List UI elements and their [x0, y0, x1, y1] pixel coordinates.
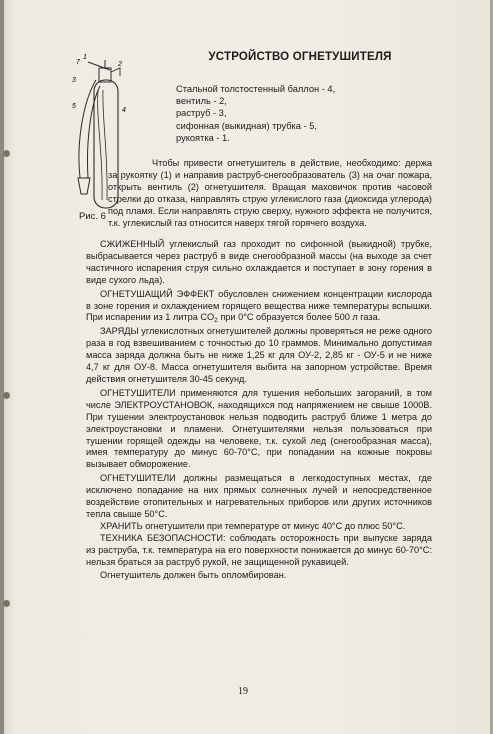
- figure-label-1: 1: [83, 54, 87, 61]
- page-title: УСТРОЙСТВО ОГНЕТУШИТЕЛЯ: [208, 51, 392, 63]
- snow-horn: [78, 178, 90, 194]
- binding-hole: [3, 150, 10, 157]
- figure-label-3: 3: [72, 77, 76, 84]
- figure-caption: Рис. 6: [79, 211, 106, 222]
- siphon-tube-inner: [103, 90, 107, 200]
- page-number: 19: [238, 686, 248, 697]
- figure-label-4: 4: [122, 107, 126, 114]
- parts-item: сифонная (выкидная) трубка - 5,: [176, 120, 317, 131]
- paragraph-liquefied-gas: СЖИЖЕННЫЙ углекислый газ проходит по сифонной (выкидной) трубке, выбрасывается через раструб в виде снегообразной массы (на выходе за счет частичного испарения струя сильно охлаждается и поступает в зону горения в виде сухого льда).: [86, 239, 432, 285]
- paragraph-text: при 0°С образуется более 500 л газа.: [217, 312, 381, 323]
- instruction-paragraph: Чтобы привести огнетушитель в действие, необходимо: держа за рукоятку (1) и направив раструб-снегообразователь (3) на очаг пожара, открыть вентиль (2) огнетушителя. Вращая маховичок против часовой стрелки до отказа, направлять струю углекислого газа (диоксида углерода) под пламя. Если направлять струю сверху, нужного эффекта не получится, т.к. углекислый газ относится наверх тягой горячего воздуха.: [108, 158, 432, 228]
- figure-label-5: 5: [72, 103, 76, 110]
- parts-item: раструб - 3,: [176, 108, 227, 119]
- figure-label-7: 7: [76, 59, 80, 66]
- parts-item: Стальной толстостенный баллон - 4,: [176, 84, 336, 94]
- figure-label-2: 2: [118, 61, 122, 68]
- parts-item: вентиль - 2,: [176, 96, 227, 107]
- paragraph-text: ОГНЕТУШАЩИЙ ЭФФЕКТ обусловлен снижением концентрации кислорода в зоне горения и охлаждением горящего вещества ниже температуры вспышки. При испарении из 1 литра CO: [86, 288, 432, 323]
- binding-hole: [3, 392, 10, 399]
- page-binding-edge: [0, 0, 4, 734]
- paragraph-storage: ХРАНИТЬ огнетушители при температуре от минус 40°С до плюс 50°С.: [100, 520, 406, 531]
- body-text: [86, 239, 432, 584]
- valve-stem: [111, 68, 120, 76]
- paragraph-charges: ЗАРЯДЫ углекислотных огнетушителей должны проверяться не реже одного раза в год взвешиванием с точностью до 10 граммов. Минимально допустимая масса заряда должна быть не ниже 1,25 кг для ОУ-2, 2,85 кг - ОУ-5 и не ниже 4,7 кг для ОУ-8. Масса огнетушителя выбита на запорном устройстве. Время действия огнетушителя 30-45 секунд.: [86, 326, 432, 384]
- subscript: 2: [214, 317, 218, 325]
- paragraph-extinguishing-effect: [86, 289, 432, 325]
- binding-hole: [3, 600, 10, 607]
- siphon-tube: [98, 90, 102, 200]
- parts-item: рукоятка - 1.: [176, 132, 230, 143]
- parts-list: [176, 83, 335, 144]
- paragraph-safety: ТЕХНИКА БЕЗОПАСНОСТИ: соблюдать осторожность при выпуске заряда из раструба, т.к. температура на его поверхности понижается до минус 60-70°С: нельзя браться за раструб рукой, не защищенной рукавицей.: [86, 532, 432, 567]
- paragraph-usage: ОГНЕТУШИТЕЛИ применяются для тушения небольших загораний, в том числе ЭЛЕКТРОУСТАНОВОК, находящихся под напряжением не свыше 1000В. При тушении электроустановок нельзя подводить раструб ближе 1 метра до электроустановки и пламени. Огнетушителями нельзя пользоваться при тушении горящей одежды на человеке, т.к. сухой лед (снегообразная масса), имея температуру до минус 60-70°С, при попадании на кожные покровы вызывает обморожение.: [86, 387, 432, 470]
- horn-hose: [79, 80, 100, 178]
- paragraph-placement: ОГНЕТУШИТЕЛИ должны размещаться в легкодоступных местах, где исключено попадание на них прямых солнечных лучей и непосредственное воздействие отопительных и нагревательных приборов или других источников тепла свыше 50°С.: [86, 473, 432, 519]
- paragraph-seal: Огнетушитель должен быть опломбирован.: [100, 570, 287, 581]
